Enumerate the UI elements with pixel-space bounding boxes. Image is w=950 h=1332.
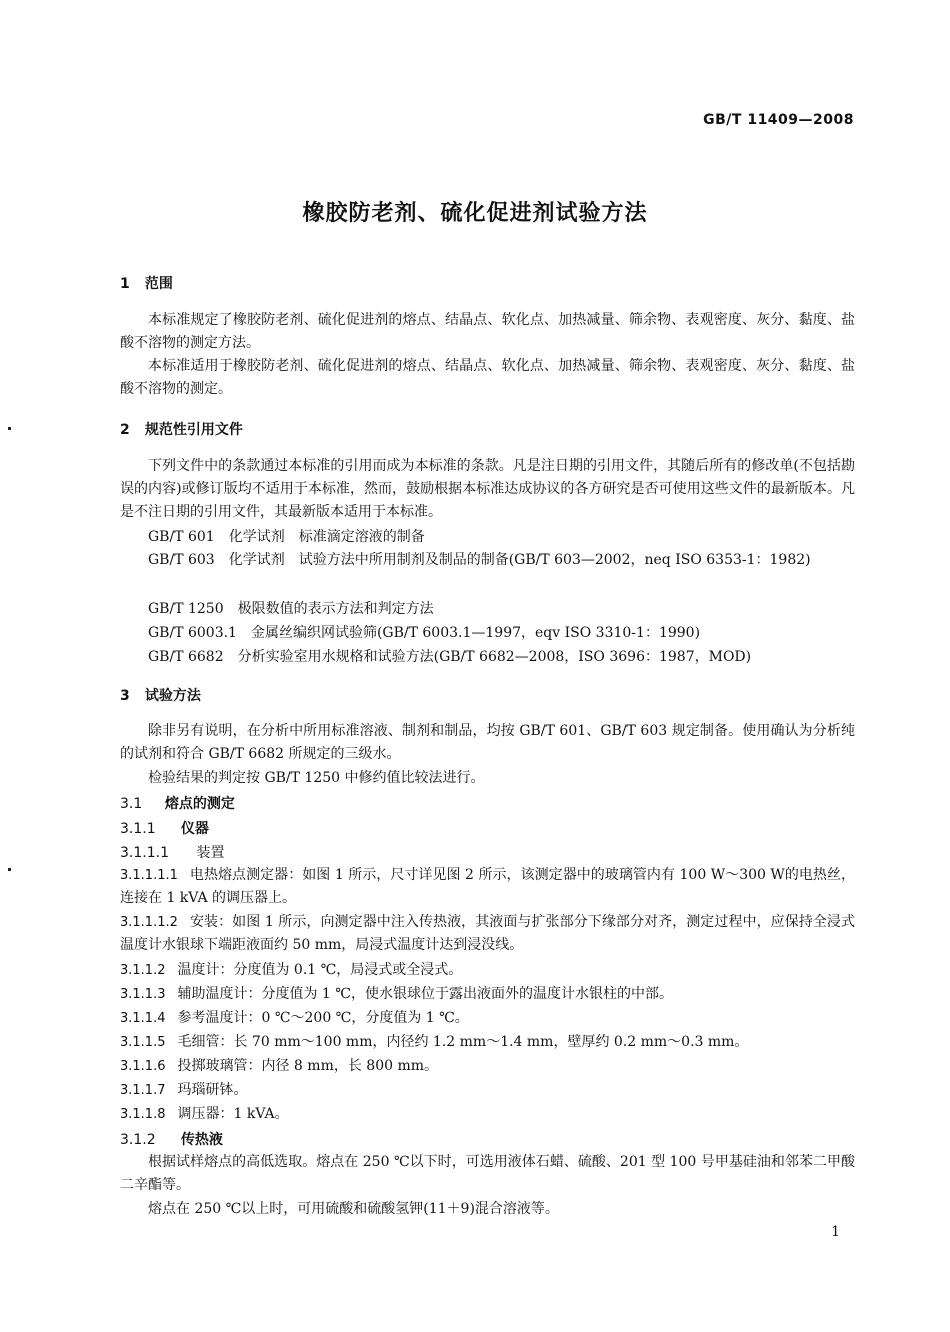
section-number: 1 [120,276,130,292]
subsection-title: 仪器 [180,821,209,837]
clause-number: 3.1.1.6 [120,1059,166,1074]
reference-item: GB/T 603 化学试剂 试验方法中所用制剂及制品的制备(GB/T 603—2002，neq ISO 6353-1：1982) [148,552,811,568]
section-heading-3 [120,685,201,705]
clause-number: 3.1.1.8 [120,1107,166,1122]
clause-number: 3.1.1.3 [120,987,166,1002]
paragraph: 除非另有说明，在分析中所用标准溶液、制剂和制品，均按 GB/T 601、GB/T 603 规定制备。使用确认为分析纯的试剂和符合 GB/T 6682 所规定的三级水。 [120,723,855,762]
clause-item [120,959,855,982]
paragraph: 本标准适用于橡胶防老剂、硫化促进剂的熔点、结晶点、软化点、加热减量、筛余物、表观密度、灰分、黏度、盐酸不溶物的测定。 [120,358,855,397]
paragraph: 下列文件中的条款通过本标准的引用而成为本标准的条款。凡是注日期的引用文件，其随后所有的修改单(不包括勘误的内容)或修订版均不适用于本标准，然而，鼓励根据本标准达成协议的各方研究是否可使用这些文件的最新版本。凡是不注日期的引用文件，其最新版本适用于本标准。 [120,458,855,520]
reference-item: GB/T 6682 分析实验室用水规格和试验方法(GB/T 6682—2008，ISO 3696：1987，MOD) [148,649,752,665]
clause-item [120,1079,855,1102]
clause-item [120,911,855,957]
clause-item [120,1103,855,1126]
section-heading-2 [120,419,243,439]
subsection-title: 装置 [196,845,225,861]
clause-item [120,864,855,910]
reference-item: GB/T 1250 极限数值的表示方法和判定方法 [148,601,434,617]
subsection-number: 3.1.1 [120,821,156,837]
scan-mark [8,868,11,871]
clause-text: 电热熔点测定器：如图 1 所示，尺寸详见图 2 所示，该测定器中的玻璃管内有 100 W～300 W的电热丝，连接在 1 kVA 的调压器上。 [120,867,855,906]
clause-text: 投掷玻璃管：内径 8 mm，长 800 mm。 [177,1058,439,1074]
clause-text: 参考温度计：0 ℃～200 ℃，分度值为 1 ℃。 [177,1010,469,1026]
document-title: 橡胶防老剂、硫化促进剂试验方法 [302,201,648,226]
subsection-heading [120,1129,223,1149]
clause-number: 3.1.1.7 [120,1083,166,1098]
page-number: 1 [831,1224,840,1240]
clause-number: 3.1.1.1.1 [120,868,178,883]
subsection-number: 3.1 [120,796,143,812]
section-heading-1 [120,273,173,293]
paragraph: 熔点在 250 ℃以上时，可用硫酸和硫酸氢钾(11＋9)混合溶液等。 [148,1201,559,1217]
clause-item [120,1031,855,1054]
subsection-heading [120,793,235,813]
section-title: 范围 [144,276,173,292]
clause-item [120,1055,855,1078]
section-title: 规范性引用文件 [144,422,243,438]
clause-text: 毛细管：长 70 mm～100 mm，内径约 1.2 mm～1.4 mm，壁厚约 0.2 mm～0.3 mm。 [177,1034,749,1050]
section-number: 2 [120,422,130,438]
clause-number: 3.1.1.5 [120,1035,166,1050]
scan-mark [8,427,11,430]
reference-item: GB/T 6003.1 金属丝编织网试验筛(GB/T 6003.1—1997，eqv ISO 3310-1：1990) [148,625,701,641]
subsection-title: 熔点的测定 [164,796,235,812]
section-title: 试验方法 [144,688,201,704]
section-number: 3 [120,688,130,704]
clause-text: 温度计：分度值为 0.1 ℃，局浸式或全浸式。 [177,962,463,978]
clause-text: 辅助温度计：分度值为 1 ℃，使水银球位于露出液面外的温度计水银柱的中部。 [177,986,673,1002]
clause-text: 调压器：1 kVA。 [177,1106,289,1122]
subsection-number: 3.1.1.1 [120,845,169,861]
paragraph: 检验结果的判定按 GB/T 1250 中修约值比较法进行。 [148,770,485,786]
clause-number: 3.1.1.4 [120,1011,166,1026]
paragraph: 本标准规定了橡胶防老剂、硫化促进剂的熔点、结晶点、软化点、加热减量、筛余物、表观密度、灰分、黏度、盐酸不溶物的测定方法。 [120,312,855,351]
subsection-heading [120,842,224,862]
clause-item [120,983,855,1006]
clause-text: 玛瑙研钵。 [177,1082,248,1098]
clause-number: 3.1.1.1.2 [120,915,178,930]
subsection-title: 传热液 [180,1132,223,1148]
subsection-heading [120,818,209,838]
reference-item: GB/T 601 化学试剂 标准滴定溶液的制备 [148,529,425,545]
subsection-number: 3.1.2 [120,1132,156,1148]
paragraph: 根据试样熔点的高低选取。熔点在 250 ℃以下时，可选用液体石蜡、硫酸、201 型 100 号甲基硅油和邻苯二甲酸二辛酯等。 [120,1154,855,1193]
clause-text: 安装：如图 1 所示，向测定器中注入传热液，其液面与扩张部分下缘部分对齐，测定过程中，应保持全浸式温度计水银球下端距液面约 50 mm，局浸式温度计达到浸没线。 [120,914,855,953]
clause-number: 3.1.1.2 [120,963,166,978]
standard-code: GB/T 11409—2008 [703,112,854,128]
clause-item [120,1007,855,1030]
